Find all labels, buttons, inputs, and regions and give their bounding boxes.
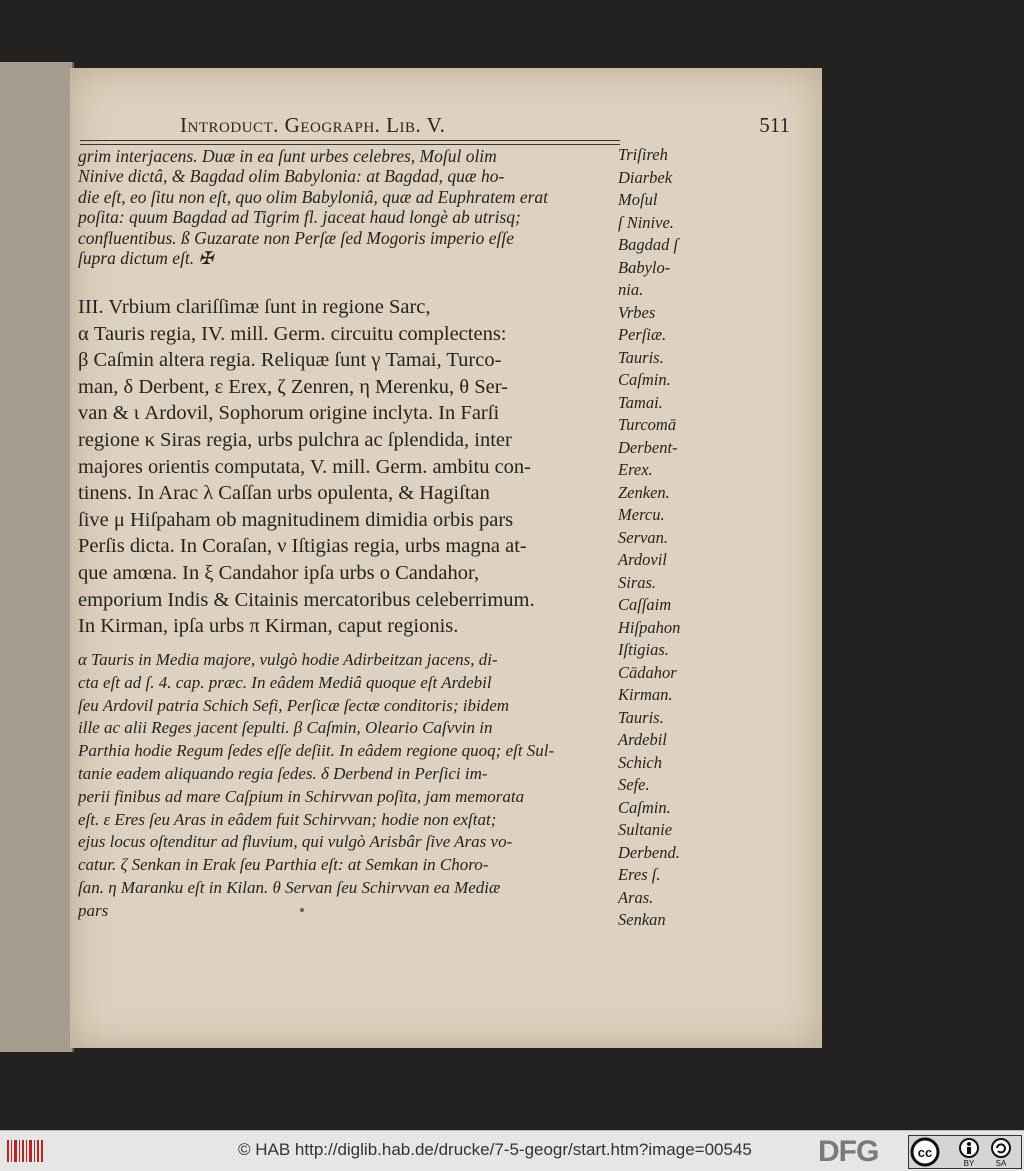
previous-page-edge: [0, 62, 74, 1052]
book-page: [70, 68, 822, 1048]
text-line: ſupra dictum eſt. ✠: [78, 248, 214, 269]
text-line: eſt. ε Eres ſeu Aras in eâdem fuit Schirvvan; hodie non exſtat;: [78, 809, 497, 829]
margin-note: Ardebil: [618, 730, 667, 749]
margin-note: Tauris.: [618, 347, 664, 367]
margin-note: Caſmin.: [618, 370, 671, 389]
svg-text:cc: cc: [917, 1145, 933, 1160]
margin-note: Zenken.: [618, 482, 670, 502]
copyright-link[interactable]: © HAB http://diglib.hab.de/drucke/7-5-geogr/start.htm?image=00545: [238, 1140, 752, 1159]
sa-icon: [992, 1139, 1010, 1157]
margin-note: Triſireh: [618, 145, 668, 164]
text-line: ejus locus oſtenditur ad fluvium, qui vulgò Arisbâr ſive Aras vo-: [78, 832, 513, 852]
margin-note: Senkan: [618, 910, 666, 929]
margin-notes: [618, 144, 788, 932]
margin-note: Sultanie: [618, 820, 673, 839]
margin-note: Tamai.: [618, 392, 663, 412]
text-line: regione κ Siras regia, urbs pulchra ac ſplendida, inter: [78, 428, 512, 451]
margin-note: Derbend.: [618, 842, 680, 862]
text-line: α Tauris in Media majore, vulgò hodie Adirbeitzan jacens, di-: [78, 650, 498, 669]
margin-note: Siras.: [618, 572, 657, 592]
margin-note: Eres ſ.: [618, 865, 661, 884]
text-line: ille ac alii Reges jacent ſepulti. β Caſmin, Oleario Caſvvin in: [78, 718, 493, 738]
margin-note: Caſſaim: [618, 595, 672, 614]
svg-text:SA: SA: [995, 1159, 1007, 1168]
margin-note: Ardovil: [618, 550, 667, 569]
text-block-main: [78, 294, 608, 640]
margin-note: Bagdad ſ: [618, 235, 679, 254]
text-block-continuation: [78, 146, 608, 268]
margin-note: Schich: [618, 752, 662, 772]
margin-note: Moſul: [618, 190, 658, 209]
text-line: grim interjacens. Duæ in ea ſunt urbes celebres, Moſul olim: [78, 146, 497, 166]
text-line: ſive μ Hiſpaham ob magnitudinem dimidia orbis pars: [78, 508, 514, 531]
margin-note: Hiſpahon: [618, 617, 681, 637]
text-line: man, δ Derbent, ε Erex, ζ Zenren, η Merenku, θ Ser-: [78, 375, 508, 398]
svg-text:BY: BY: [963, 1159, 975, 1168]
text-line: que amœna. In ξ Candahor ipſa urbs ο Candahor,: [78, 561, 480, 584]
margin-note: Perſiæ.: [618, 325, 667, 344]
text-line: catur. ζ Senkan in Erak ſeu Parthia eſt: at Semkan in Choro-: [78, 855, 489, 875]
margin-note: ſ Ninive.: [618, 212, 674, 232]
text-line: poſita: quum Bagdad ad Tigrim fl. jaceat haud longè ab utrisq;: [78, 207, 521, 228]
margin-note: Aras.: [618, 887, 654, 907]
margin-note: Derbent-: [618, 437, 678, 457]
margin-note: Diarbek: [618, 167, 673, 187]
text-line: In Kirman, ipſa urbs π Kirman, caput regionis.: [78, 615, 459, 638]
margin-note: Tauris.: [618, 707, 664, 727]
margin-note: Vrbes: [618, 302, 656, 322]
margin-note: Iſtigias.: [618, 640, 669, 659]
header-rule: [80, 140, 620, 145]
page-number: 511: [759, 113, 790, 137]
running-header: [180, 110, 790, 144]
cc-license-badge[interactable]: [908, 1135, 1022, 1169]
text-line: tinens. In Arac λ Caſſan urbs opulenta, & Hagiſtan: [78, 482, 490, 505]
text-line: Ninive dictâ, & Bagdad olim Babylonia: at Bagdad, quæ ho-: [78, 166, 505, 187]
text-line: confluentibus. ß Guzarate non Perſæ ſed Mogoris imperio eſſe: [78, 227, 514, 248]
margin-note: Servan.: [618, 527, 668, 547]
text-line: majores orientis computata, V. mill. Germ. ambitu con-: [78, 455, 532, 478]
margin-note: Babylo-: [618, 257, 671, 277]
margin-note: Sefe.: [618, 775, 650, 794]
text-line: die eſt, eo ſitu non eſt, quo olim Babyloniâ, quæ ad Euphratem erat: [78, 186, 549, 207]
text-line: emporium Indis & Citainis mercatoribus celeberrimum.: [78, 588, 535, 611]
text-block-notes: [78, 649, 608, 923]
text-line: β Caſmin altera regia. Reliquæ ſunt γ Tamai, Turco-: [78, 349, 502, 372]
margin-note: Caſmin.: [618, 797, 671, 817]
text-line: perii finibus ad mare Caſpium in Schirvvan poſita, jam memorata: [78, 786, 525, 806]
barcode-icon: [6, 1137, 46, 1165]
text-line: ſan. η Maranku eſt in Kilan. θ Servan ſeu Schirvvan ea Mediæ: [78, 877, 501, 897]
margin-note: nia.: [618, 280, 644, 299]
text-line: α Tauris regia, IV. mill. Germ. circuitu complectens:: [78, 322, 507, 345]
margin-note: Turcomā: [618, 415, 677, 434]
margin-note: Kirman.: [618, 685, 673, 704]
header-title: Introduct. Geograph. Lib. V.: [180, 113, 446, 137]
margin-note: Cādahor: [618, 662, 677, 682]
text-line: ſeu Ardovil patria Schich Sefi, Perſicæ ſectæ conditoris; ibidem: [78, 695, 510, 715]
paragraph-marker: [78, 649, 87, 650]
text-line: Parthia hodie Regum ſedes eſſe deſiit. In eâdem regione quoq; eſt Sul-: [78, 741, 555, 761]
text-line: tanie eadem aliquando regia ſedes. δ Derbend in Perſici im-: [78, 763, 488, 783]
text-line: pars: [78, 900, 109, 920]
footer-bar: [0, 1130, 1024, 1171]
dfg-logo: DFG: [818, 1135, 879, 1168]
ink-speck: [300, 908, 304, 912]
text-line: Perſis dicta. In Coraſan, ν Iſtigias regia, urbs magna at-: [78, 535, 527, 558]
text-line: III. Vrbium clariſſimæ ſunt in regione Sarc,: [78, 296, 431, 318]
text-line: van & ι Ardovil, Sophorum origine inclyta. In Farſi: [78, 402, 500, 425]
text-line: cta eſt ad ſ. 4. cap. præc. In eâdem Mediâ quoque eſt Ardebil: [78, 672, 492, 692]
margin-note: Mercu.: [618, 505, 665, 524]
margin-note: Erex.: [618, 460, 653, 479]
